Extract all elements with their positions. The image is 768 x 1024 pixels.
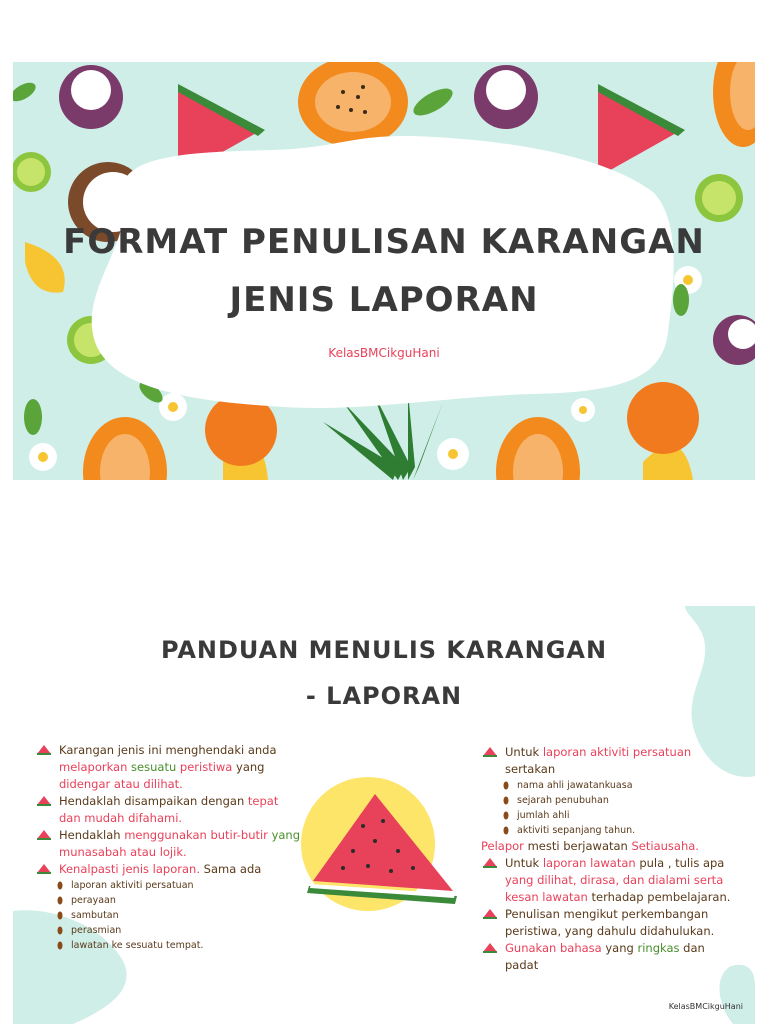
mangosteen-illustration: [59, 65, 123, 129]
frangipani-flower-illustration: [29, 443, 57, 471]
watermelon-bullet-icon: [37, 864, 51, 874]
title-slide: [13, 62, 755, 480]
guide-title-line1: PANDUAN MENULIS KARANGAN: [160, 636, 608, 664]
slide-credit: KelasBMCikguHani: [328, 346, 440, 360]
slide-credit: KelasBMCikguHani: [668, 1002, 743, 1011]
left-column: [33, 742, 301, 953]
sub-list-item: jumlah ahli: [495, 808, 739, 823]
sub-list-item: lawatan ke sesuatu tempat.: [49, 938, 301, 953]
frangipani-flower-illustration: [571, 398, 595, 422]
title-blob: [92, 136, 674, 408]
guide-slide: [13, 606, 755, 1024]
papaya-illustration: [298, 62, 408, 147]
seed-bullet-icon: [57, 941, 63, 950]
frangipani-flower-illustration: [437, 438, 469, 470]
list-item: Hendaklah menggunakan butir-butir yang munasabah atau lojik.: [33, 827, 301, 861]
watermelon-bullet-icon: [483, 943, 497, 953]
sub-list-item: sambutan: [49, 908, 301, 923]
slide-title-line2: JENIS LAPORAN: [229, 280, 539, 320]
sub-list-item: nama ahli jawatankuasa: [495, 778, 739, 793]
watermelon-bullet-icon: [483, 747, 497, 757]
seed-bullet-icon: [57, 896, 63, 905]
right-column: [479, 744, 739, 974]
seed-bullet-icon: [503, 781, 509, 790]
list-item: Gunakan bahasa yang ringkas dan padat: [479, 940, 739, 974]
guide-title-line2: - LAPORAN: [305, 682, 463, 710]
papaya-illustration: [83, 417, 167, 480]
sub-list-item: aktiviti sepanjang tahun.: [495, 823, 739, 838]
lime-illustration: [695, 174, 743, 222]
watermelon-bullet-icon: [37, 796, 51, 806]
watermelon-bullet-icon: [37, 830, 51, 840]
seed-bullet-icon: [57, 881, 63, 890]
list-item: Untuk laporan lawatan pula , tulis apa yang dilihat, dirasa, dan dialami serta kesan lawatan terhadap pembelajaran.: [479, 855, 739, 906]
slide-title-line1: FORMAT PENULISAN KARANGAN: [63, 222, 705, 262]
list-item: Kenalpasti jenis laporan. Sama ada: [33, 861, 301, 878]
watermelon-slice-illustration: [301, 777, 457, 911]
list-item: Penulisan mengikut perkembangan peristiwa, yang dahulu didahulukan.: [479, 906, 739, 940]
watermelon-bullet-icon: [483, 858, 497, 868]
seed-bullet-icon: [57, 926, 63, 935]
sub-list-item: perasmian: [49, 923, 301, 938]
lime-illustration: [13, 152, 51, 192]
frangipani-flower-illustration: [159, 393, 187, 421]
list-item: Karangan jenis ini menghendaki anda melaporkan sesuatu peristiwa yang didengar atau dilihat.: [33, 742, 301, 793]
seed-bullet-icon: [503, 811, 509, 820]
papaya-illustration: [496, 417, 580, 480]
papaya-illustration: [713, 62, 755, 147]
seed-bullet-icon: [503, 796, 509, 805]
watermelon-bullet-icon: [483, 909, 497, 919]
watermelon-illustration: [598, 84, 685, 177]
sub-list-item: perayaan: [49, 893, 301, 908]
list-item: Hendaklah disampaikan dengan tepat dan mudah difahami.: [33, 793, 301, 827]
seed-bullet-icon: [503, 826, 509, 835]
mangosteen-illustration: [474, 65, 538, 129]
seed-bullet-icon: [57, 911, 63, 920]
fruit-pattern-background: [13, 62, 755, 480]
orange-illustration: [627, 382, 699, 454]
watermelon-bullet-icon: [37, 745, 51, 755]
sub-list-item: laporan aktiviti persatuan: [49, 878, 301, 893]
sub-list-item: sejarah penubuhan: [495, 793, 739, 808]
pelapor-line: Pelapor mesti berjawatan Setiausaha.: [481, 839, 699, 853]
list-item: Untuk laporan aktiviti persatuan sertakan: [479, 744, 739, 778]
